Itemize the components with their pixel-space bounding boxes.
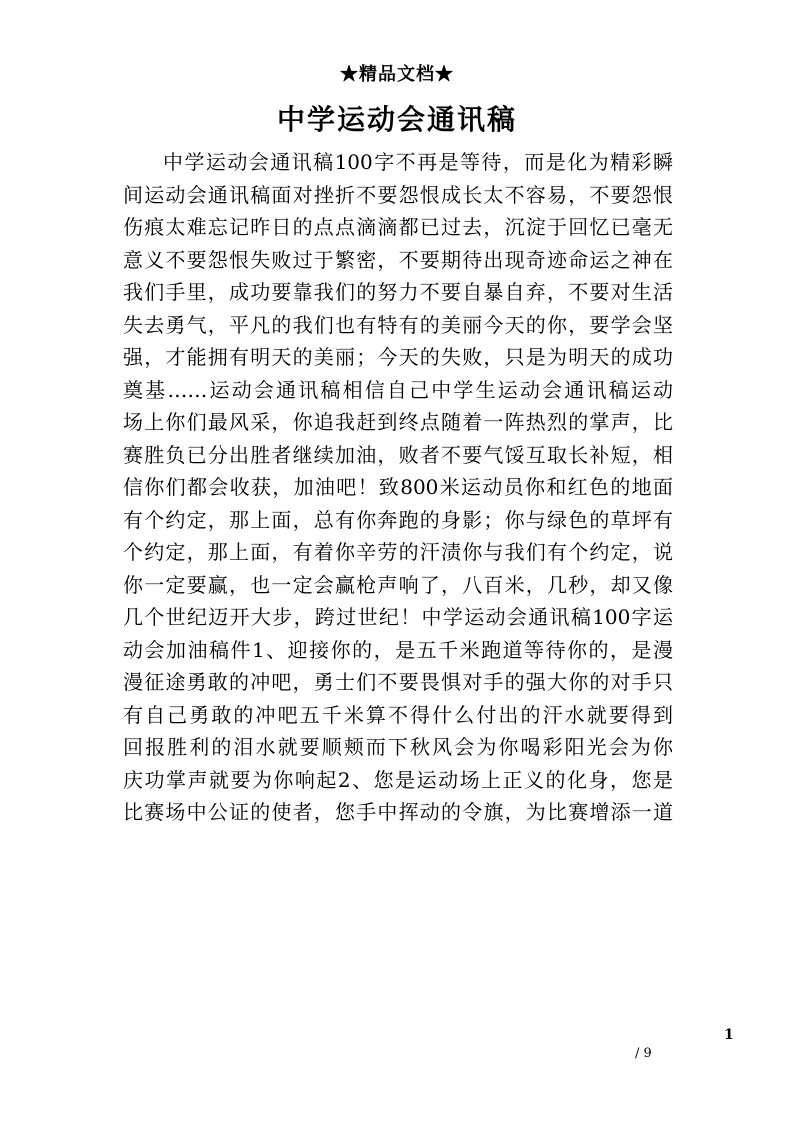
body-line: 庆功掌声就要为你响起2、您是运动场上正义的化身，您是 [123, 767, 673, 792]
body-line: 强，才能拥有明天的美丽；今天的失败，只是为明天的成功 [123, 345, 673, 369]
body-line: 场上你们最风采，你追我赶到终点随着一阵热烈的掌声，比 [123, 410, 673, 434]
body-line: 我们手里，成功要靠我们的努力不要自暴自弃，不要对生活 [123, 280, 673, 304]
body-line: 动会加油稿件1、迎接你的，是五千米跑道等待你的，是漫 [123, 637, 673, 662]
document-title: 中学运动会通讯稿 [276, 103, 517, 136]
body-line: 伤痕太难忘记昨日的点点滴滴都已过去，沉淀于回忆已毫无 [123, 215, 673, 239]
body-line: 间运动会通讯稿面对挫折不要怨恨成长太不容易，不要怨恨 [123, 182, 673, 207]
body-line: 中学运动会通讯稿100字不再是等待，而是化为精彩瞬 [163, 150, 673, 174]
body-line: 信你们都会收获，加油吧！致800米运动员你和红色的地面 [123, 475, 673, 499]
document-body [123, 146, 673, 829]
body-line: 几个世纪迈开大步，跨过世纪！中学运动会通讯稿100字运 [123, 605, 673, 629]
body-line: 赛胜负已分出胜者继续加油，败者不要气馁互取长补短，相 [123, 442, 673, 467]
body-line: 漫征途勇敢的冲吧，勇士们不要畏惧对手的强大你的对手只 [123, 670, 673, 694]
body-line: 比赛场中公证的使者，您手中挥动的令旗，为比赛增添一道 [123, 800, 673, 824]
body-line: 你一定要赢，也一定会赢枪声响了，八百米，几秒，却又像 [123, 572, 673, 597]
body-line: 有自己勇敢的冲吧五千米算不得什么付出的汗水就要得到 [123, 702, 673, 727]
body-line: 有个约定，那上面，总有你奔跑的身影；你与绿色的草坪有 [123, 507, 673, 532]
body-line: 个约定，那上面，有着你辛劳的汗渍你与我们有个约定，说 [123, 540, 673, 564]
page-number: 1 [724, 1027, 734, 1043]
body-line: 奠基……运动会通讯稿相信自己中学生运动会通讯稿运动 [123, 377, 673, 402]
body-line: 回报胜利的泪水就要顺颊而下秋风会为你喝彩阳光会为你 [123, 735, 673, 759]
body-line: 失去勇气，平凡的我们也有特有的美丽今天的你，要学会坚 [123, 312, 673, 337]
body-line: 意义不要怨恨失败过于繁密，不要期待出现奇迹命运之神在 [123, 247, 673, 272]
page-total: / 9 [635, 1046, 652, 1061]
document-header: ★精品文档★ [340, 64, 454, 85]
